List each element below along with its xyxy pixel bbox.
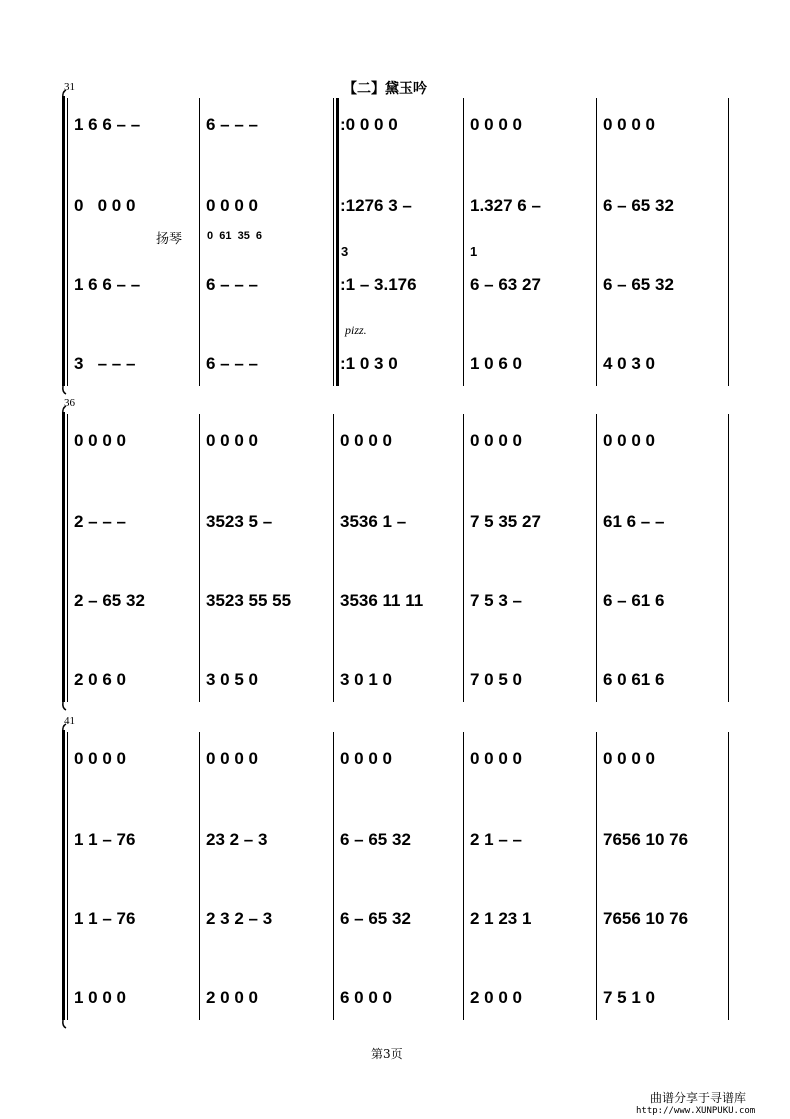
notation-cell: 1 0 6 0 (470, 354, 522, 373)
notation-cell: 7656 10 76 (603, 830, 689, 849)
barline (728, 98, 729, 386)
notation-cell: 1 6 6 – – (74, 275, 141, 294)
notation-cell: :1 – 3.176 (340, 275, 417, 294)
notation-cell: 0 0 0 0 (603, 431, 655, 450)
notation-cell: 0 0 0 0 (74, 196, 136, 215)
notation-cell: 3 – – – (74, 354, 136, 373)
notation-cell: 6 – 65 32 (603, 275, 674, 294)
barline (463, 98, 464, 386)
notation-cell: :0 0 0 0 (340, 115, 398, 134)
notation-cell: 3523 55 55 (206, 591, 292, 610)
barline (596, 732, 597, 1020)
notation-cell: 3 0 5 0 (206, 670, 258, 689)
notation-cell: 3536 11 11 (340, 591, 424, 610)
notation-cell: 1.327 6 – (470, 196, 541, 215)
barline (596, 414, 597, 702)
barline (728, 732, 729, 1020)
barline (333, 98, 334, 386)
notation-cell: 3523 5 – (206, 512, 273, 531)
notation-cell: 6 – – – (206, 275, 258, 294)
notation-cell: 6 – – – (206, 115, 258, 134)
notation-cell: 6 – 65 32 (603, 196, 674, 215)
notation-cell: 6 0 0 0 (340, 988, 392, 1007)
barline (596, 98, 597, 386)
notation-cell: 6 0 61 6 (603, 670, 665, 689)
notation-cell: 3536 1 – (340, 512, 407, 531)
notation-cell: 2 0 6 0 (74, 670, 126, 689)
notation-cell: 2 0 0 0 (470, 988, 522, 1007)
yangqin-notes: 0 61 35 6 (207, 230, 263, 242)
notation-cell: 1 1 – 76 (74, 909, 136, 928)
barline (199, 98, 200, 386)
notation-cell: 23 2 – 3 (206, 830, 268, 849)
notation-cell: 7 5 3 – (470, 591, 522, 610)
notation-cell: 0 0 0 0 (470, 749, 522, 768)
notation-cell: 0 0 0 0 (340, 431, 392, 450)
notation-cell: 6 – – – (206, 354, 258, 373)
notation-cell: 6 – 65 32 (340, 909, 411, 928)
notation-cell: 2 1 23 1 (470, 909, 532, 928)
notation-cell: 0 0 0 0 (603, 749, 655, 768)
notation-cell: 0 0 0 0 (74, 431, 126, 450)
system-number: 41 (64, 715, 75, 727)
barline (199, 732, 200, 1020)
notation-cell: 2 1 – – (470, 830, 522, 849)
notation-cell: 3 0 1 0 (340, 670, 392, 689)
notation-cell: :1 0 3 0 (340, 354, 398, 373)
notation-cell: 0 0 0 0 (470, 115, 522, 134)
notation-cell: 7 5 1 0 (603, 988, 655, 1007)
notation-cell: 7656 10 76 (603, 909, 689, 928)
credit-url: http://www.XUNPUKU.com (636, 1106, 756, 1116)
barline (67, 98, 68, 386)
notation-cell: 2 0 0 0 (206, 988, 258, 1007)
notation-cell: 0 0 0 0 (206, 196, 258, 215)
barline (67, 732, 68, 1020)
notation-cell: 0 0 0 0 (470, 431, 522, 450)
instrument-label-yangqin: 扬琴 (156, 232, 183, 247)
notation-cell: 1 0 0 0 (74, 988, 126, 1007)
notation-cell: 2 3 2 – 3 (206, 909, 273, 928)
notation-cell: 0 0 0 0 (340, 749, 392, 768)
system-number: 31 (64, 81, 75, 93)
fingering-1: 1 (470, 244, 478, 259)
credit-text: 曲谱分享于寻谱库 (650, 1091, 747, 1105)
barline (333, 414, 334, 702)
barline (67, 414, 68, 702)
notation-cell: 1 6 6 – – (74, 115, 141, 134)
notation-cell: 2 – 65 32 (74, 591, 145, 610)
repeat-barline (336, 98, 339, 386)
barline (333, 732, 334, 1020)
barline (199, 414, 200, 702)
notation-cell: 7 5 35 27 (470, 512, 541, 531)
notation-cell: 1 1 – 76 (74, 830, 136, 849)
notation-cell: 0 0 0 0 (603, 115, 655, 134)
notation-cell: 6 – 61 6 (603, 591, 665, 610)
pizz-marking: pizz. (345, 323, 367, 337)
section-title: 【二】黛玉吟 (343, 81, 427, 97)
notation-cell: 6 – 65 32 (340, 830, 411, 849)
barline (728, 414, 729, 702)
notation-cell: 0 0 0 0 (206, 431, 258, 450)
notation-cell: :1276 3 – (340, 196, 412, 215)
notation-cell: 7 0 5 0 (470, 670, 522, 689)
page-number: 第3页 (371, 1047, 403, 1061)
barline (463, 414, 464, 702)
notation-cell: 2 – – – (74, 512, 126, 531)
notation-cell: 0 0 0 0 (74, 749, 126, 768)
notation-cell: 6 – 63 27 (470, 275, 541, 294)
barline (463, 732, 464, 1020)
notation-cell: 61 6 – – (603, 512, 665, 531)
notation-cell: 0 0 0 0 (206, 749, 258, 768)
fingering-3: 3 (341, 244, 349, 259)
notation-cell: 4 0 3 0 (603, 354, 655, 373)
system-number: 36 (64, 397, 75, 409)
